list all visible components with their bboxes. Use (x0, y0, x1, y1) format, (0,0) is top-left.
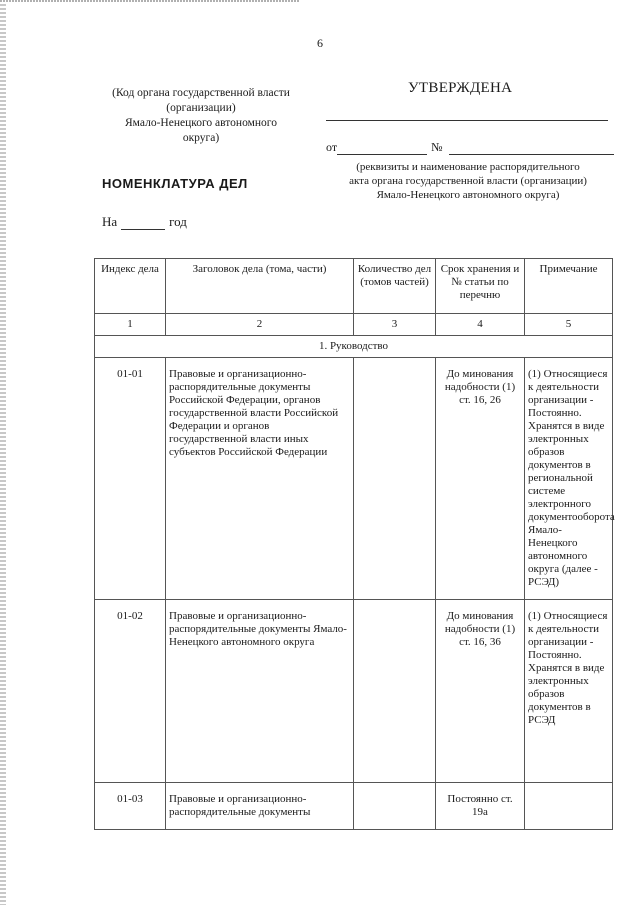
approval-caption (318, 160, 618, 202)
header-cell: Заголовок дела (тома, части) (166, 259, 354, 314)
page-number: 6 (317, 36, 323, 50)
case-note: (1) Относящиеся к деятельности организации - Постоянно. Хранятся в виде электронных образов документов в РСЭД (525, 600, 613, 783)
header-cell: Количество дел (томов частей) (354, 259, 436, 314)
case-title: Правовые и организационно-распорядительные документы Российской Федерации, органов государственной власти Российской Федерации и органов государственной власти иных субъектов Российской Федерации (166, 358, 354, 600)
table-header-row (95, 259, 613, 314)
approval-signature-line (326, 120, 608, 121)
header-cell: Индекс дела (95, 259, 166, 314)
year-line (102, 214, 187, 230)
case-index: 01-02 (95, 600, 166, 783)
caption-line: Ямало-Ненецкого автономного округа) (376, 189, 560, 201)
header-cell: Примечание (525, 259, 613, 314)
table-row (95, 358, 613, 600)
case-index: 01-03 (95, 783, 166, 830)
table-row (95, 783, 613, 830)
column-number: 4 (436, 314, 525, 336)
column-number: 5 (525, 314, 613, 336)
organization-code-block (96, 86, 306, 146)
nomenclature-table (94, 258, 613, 830)
case-storage-period: До минования надобности (1) ст. 16, 26 (436, 358, 525, 600)
case-storage-period: Постоянно ст. 19а (436, 783, 525, 830)
case-note: (1) Относящиеся к деятельности организации - Постоянно. Хранятся в виде электронных образов документов в региональной системе электронного документооборота Ямало-Ненецкого автономного округа (далее - РСЭД) (525, 358, 613, 600)
scan-binding-edge (0, 0, 6, 905)
scan-top-edge (0, 0, 300, 2)
case-index: 01-01 (95, 358, 166, 600)
year-prefix: На (102, 214, 118, 229)
case-count (354, 600, 436, 783)
org-line: Ямало-Ненецкого автономного (125, 117, 277, 129)
case-count (354, 358, 436, 600)
case-title: Правовые и организационно-распорядительные документы (166, 783, 354, 830)
org-line: округа) (182, 132, 220, 144)
section-title: 1. Руководство (95, 336, 613, 358)
caption-line: (реквизиты и наименование распорядительного (356, 161, 580, 173)
table-row (95, 600, 613, 783)
approval-date-number-line (326, 140, 614, 155)
column-number-row (95, 314, 613, 336)
case-note (525, 783, 613, 830)
from-label: от (326, 140, 338, 154)
case-count (354, 783, 436, 830)
date-blank (337, 142, 427, 155)
section-row (95, 336, 613, 358)
org-line: (Код органа государственной власти (112, 87, 290, 99)
header-cell: Срок хранения и № статьи по перечню (436, 259, 525, 314)
number-blank (449, 142, 614, 155)
column-number: 1 (95, 314, 166, 336)
number-label: № (431, 140, 443, 154)
approved-heading: УТВЕРЖДЕНА (408, 80, 513, 96)
case-title: Правовые и организационно-распорядительные документы Ямало-Ненецкого автономного округа (166, 600, 354, 783)
case-storage-period: До минования надобности (1) ст. 16, 36 (436, 600, 525, 783)
year-suffix: год (169, 214, 187, 229)
column-number: 2 (166, 314, 354, 336)
document-title: НОМЕНКЛАТУРА ДЕЛ (102, 176, 248, 191)
year-blank (121, 217, 165, 230)
column-number: 3 (354, 314, 436, 336)
caption-line: акта органа государственной власти (организации) (349, 175, 587, 187)
org-line: (организации) (166, 102, 236, 114)
